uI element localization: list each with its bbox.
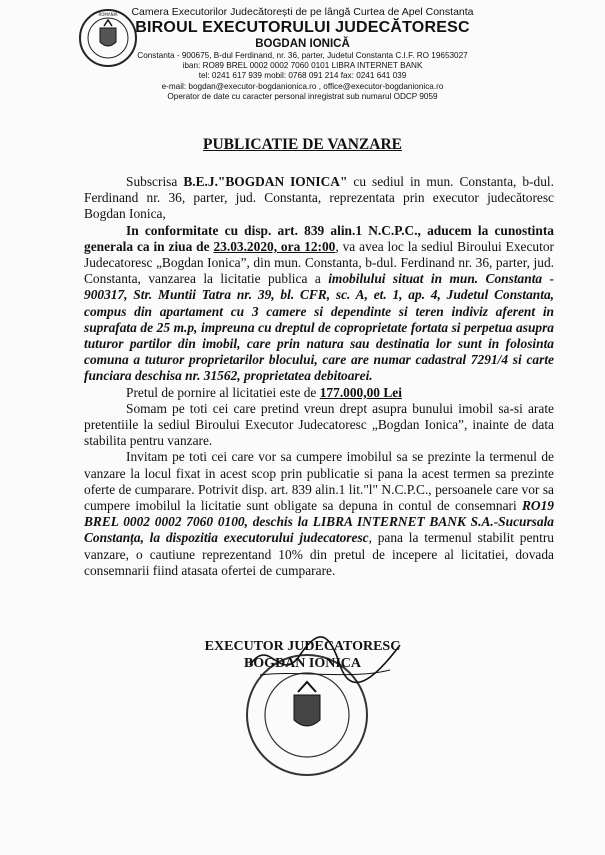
signature-title: EXECUTOR JUDECATORESC (204, 639, 401, 654)
paragraph-2: In conformitate cu disp. art. 839 alin.1 N.C.P.C., aducem la cunostinta generala ca in ziua de 23.03.2020, ora 12:00, va avea loc la sediul Biroului Executor Judecatoresc „Bogdan Ionica”, din mun. Constanta, b-dul. Ferdinand nr. 36, parter, jud. Constanta, vanzarea la licitatie publica a imobilului situat in mun. Constanta - 900317, Str. Muntii Tatra nr. 39, bl. CFR, sc. A, et. 1, ap. 4, Judetul Constanta, compus din apartament cu 3 camere si dependinte si teren indiviz aferent in suprafata de 25 m.p, impreuna cu dreptul de coproprietate fortata si perpetua asupra tuturor partilor din imobil, care prin natura sau destinatia lor sunt in folosinta comuna a tuturor proprietarilor blocului, care are numar cadastral 7291/4 si carte funciara deschisa nr. 31562, proprietatea debitoarei. (84, 222, 554, 384)
document-body (84, 174, 554, 579)
handwritten-signature-icon (240, 625, 410, 695)
office-name: BIROUL EXECUTORULUI JUDECĂTORESC (135, 19, 470, 36)
address-line: Constanta - 900675, B-dul Ferdinand, nr. 36, parter, Judetul Constanta C.I.F. RO 19653027 (137, 51, 468, 60)
executor-name: BOGDAN IONICĂ (255, 38, 350, 50)
email-line: e-mail: bogdan@executor-bogdanionica.ro , office@executor-bogdanionica.ro (161, 81, 444, 91)
page-title: PUBLICATIE DE VANZARE (203, 136, 402, 153)
paragraph-4: Somam pe toti cei care pretind vreun drept asupra bunului imobil sa-si arate pretentiile la sediul Biroului Executor Judecatoresc „Bogdan Ionica”, inainte de data stabilita pentru vanzare. (84, 400, 554, 449)
paragraph-3: Pretul de pornire al licitatiei este de 177.000,00 Lei (126, 384, 402, 400)
chamber-name: Camera Executorilor Judecătorești de pe lângă Curtea de Apel Constanta (131, 6, 474, 18)
paragraph-5: Invitam pe toti cei care vor sa cumpere imobilul sa se prezinte la termenul de vanzare la locul fixat in acest scop prin publicatie si pana la acest termen sa prezinte oferte de cumparare. Potrivit disp. art. 839 alin.1 lit."l" N.C.P.C., persoanele care vor sa cumpere imobilul la licitatie sunt obligate sa depuna in contul de consemnari RO19 BREL 0002 0002 7060 0100, deschis la LIBRA INTERNET BANK S.A.-Sucursala Constanța, la dispozitia executorului judecatoresc, pana la termenul stabilit pentru vanzare, o cautiune reprezentand 10% din pretul de incepere al licitatiei, dovada consemnarii fiind atasata ofertei de cumparare. (84, 449, 554, 578)
letterhead (0, 6, 605, 102)
signature-name: BOGDAN IONICA (243, 656, 362, 671)
paragraph-1: Subscrisa B.E.J."BOGDAN IONICA" cu sediul in mun. Constanta, b-dul. Ferdinand nr. 36, parter, jud. Constanta, reprezentata prin executor judecătoresc Bogdan Ionica, (84, 174, 554, 222)
bank-line: iban: RO89 BREL 0002 0002 7060 0101 LIBRA INTERNET BANK (182, 61, 423, 71)
svg-text:ROMANIA: ROMANIA (98, 12, 118, 17)
operator-line: Operator de date cu caracter personal inregistrat sub numarul ODCP 9059 (167, 91, 438, 101)
phone-line: tel: 0241 617 939 mobil: 0768 091 214 fax: 0241 641 039 (198, 71, 407, 81)
